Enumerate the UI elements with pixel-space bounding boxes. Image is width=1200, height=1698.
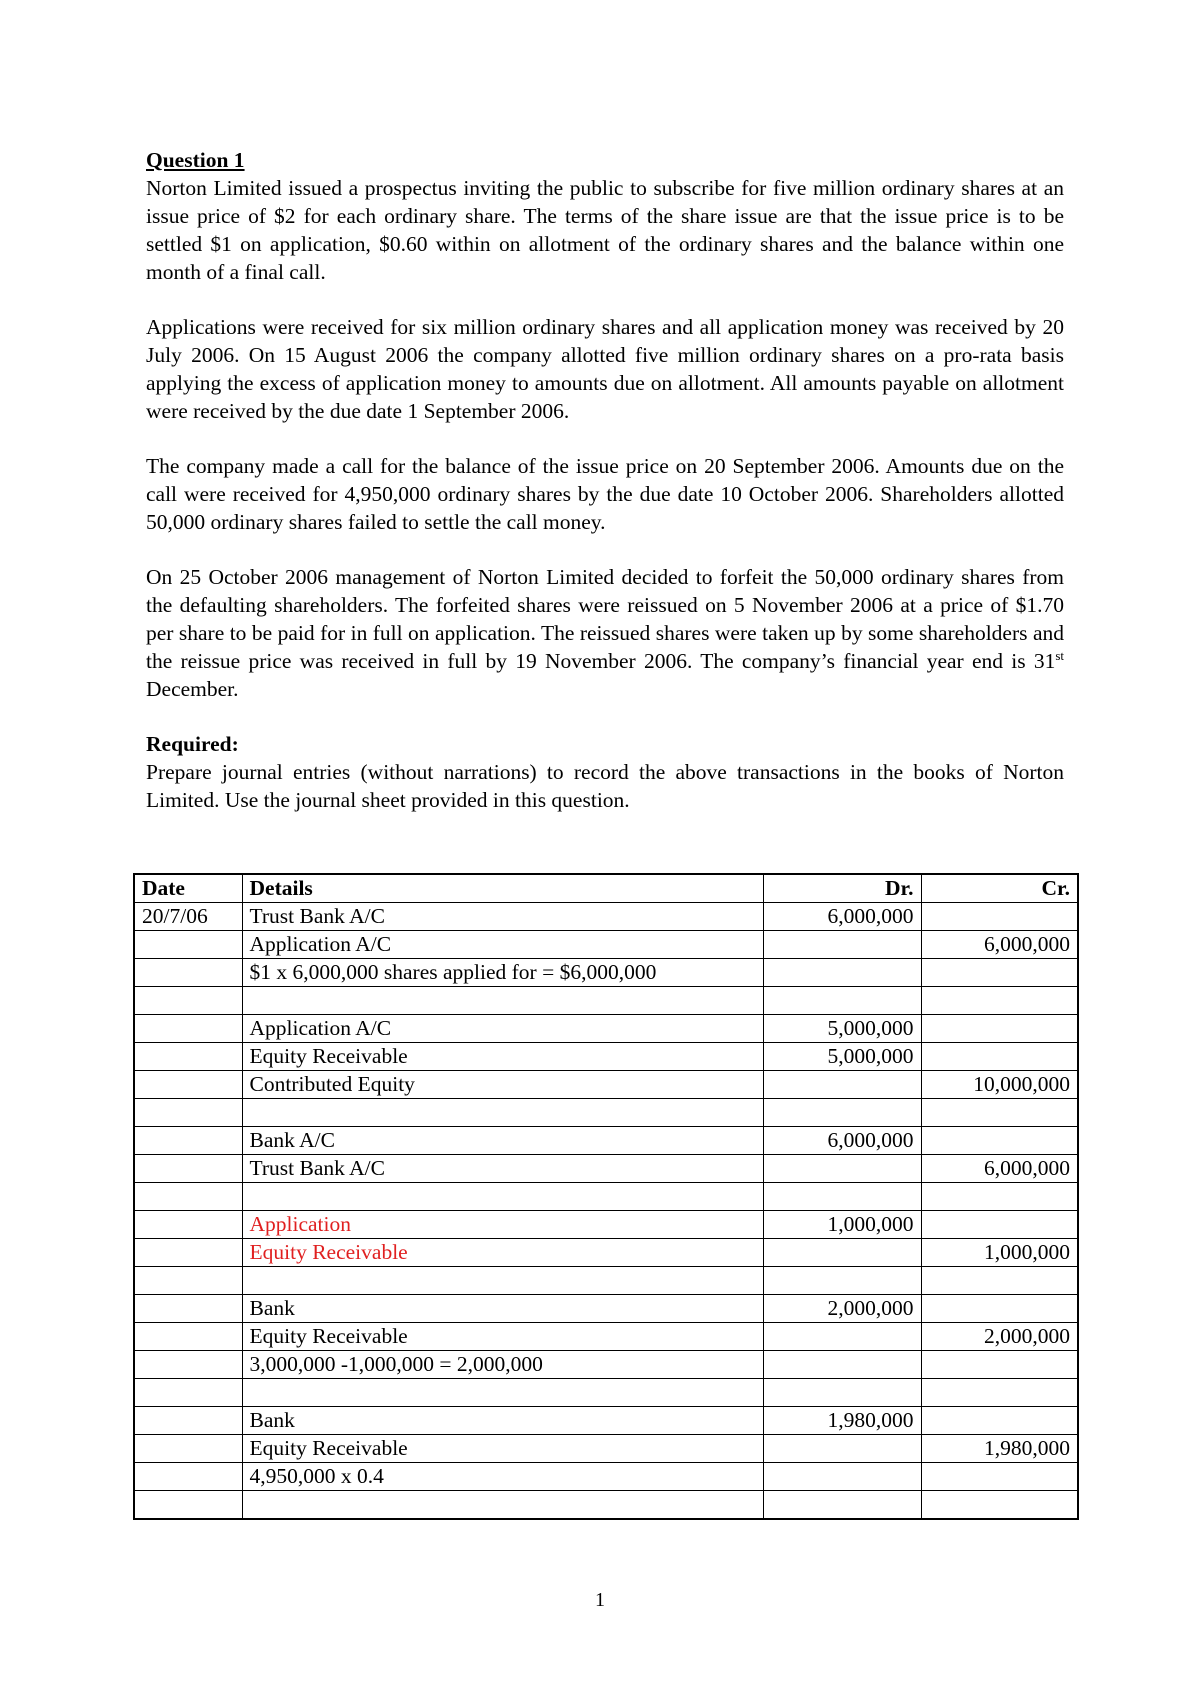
paragraph-4-tail: December. xyxy=(146,677,239,701)
cell-date xyxy=(134,959,242,987)
cell-dr: 5,000,000 xyxy=(763,1015,921,1043)
journal-table xyxy=(133,873,1079,1520)
superscript-st: st xyxy=(1055,647,1064,663)
journal-body xyxy=(134,903,1078,1520)
cell-date xyxy=(134,1071,242,1099)
header-cr: Cr. xyxy=(921,874,1078,903)
question-paragraph-4 xyxy=(146,563,1064,703)
cell-dr: 5,000,000 xyxy=(763,1043,921,1071)
required-title: Required: xyxy=(146,732,239,756)
cell-details: Equity Receivable xyxy=(242,1323,763,1351)
table-row xyxy=(134,1015,1078,1043)
cell-dr xyxy=(763,1491,921,1520)
cell-dr xyxy=(763,931,921,959)
cell-dr xyxy=(763,1435,921,1463)
cell-date xyxy=(134,987,242,1015)
cell-cr xyxy=(921,1407,1078,1435)
cell-cr xyxy=(921,1463,1078,1491)
cell-dr xyxy=(763,1463,921,1491)
table-row xyxy=(134,1323,1078,1351)
cell-cr xyxy=(921,1211,1078,1239)
cell-cr: 2,000,000 xyxy=(921,1323,1078,1351)
paragraph-4-text: On 25 October 2006 management of Norton Limited decided to forfeit the 50,000 ordinary shares from the defaulting shareholders. The forfeited shares were reissued on 5 November 2006 at a price of $1.70 per share to be paid for in full on application. The reissued shares were taken up by some shareholders and the reissue price was received in full by 19 November 2006. The company’s financial year end is 31 xyxy=(146,565,1064,673)
table-row xyxy=(134,1351,1078,1379)
cell-cr xyxy=(921,959,1078,987)
cell-cr: 6,000,000 xyxy=(921,1155,1078,1183)
cell-details: Bank xyxy=(242,1407,763,1435)
cell-dr: 1,980,000 xyxy=(763,1407,921,1435)
cell-details: Equity Receivable xyxy=(242,1435,763,1463)
cell-details xyxy=(242,987,763,1015)
cell-cr xyxy=(921,1015,1078,1043)
table-row xyxy=(134,1071,1078,1099)
cell-details: 3,000,000 -1,000,000 = 2,000,000 xyxy=(242,1351,763,1379)
cell-dr xyxy=(763,1351,921,1379)
cell-details: Bank A/C xyxy=(242,1127,763,1155)
table-row xyxy=(134,987,1078,1015)
cell-dr xyxy=(763,1183,921,1211)
table-row xyxy=(134,1239,1078,1267)
question-paragraph-1: Norton Limited issued a prospectus inviting the public to subscribe for five million ordinary shares at an issue price of $2 for each ordinary share. The terms of the share issue are that the issue price is to be settled $1 on application, $0.60 within on allotment of the ordinary shares and the balance within one month of a final call. xyxy=(146,176,1064,284)
table-row xyxy=(134,1379,1078,1407)
cell-dr xyxy=(763,1323,921,1351)
table-row xyxy=(134,1155,1078,1183)
cell-date xyxy=(134,1491,242,1520)
cell-date xyxy=(134,1043,242,1071)
cell-details: Application A/C xyxy=(242,931,763,959)
table-row xyxy=(134,1043,1078,1071)
cell-date xyxy=(134,1435,242,1463)
cell-date xyxy=(134,1295,242,1323)
table-row xyxy=(134,1099,1078,1127)
cell-dr: 2,000,000 xyxy=(763,1295,921,1323)
cell-dr xyxy=(763,1379,921,1407)
cell-cr xyxy=(921,903,1078,931)
cell-dr xyxy=(763,1071,921,1099)
cell-details: Contributed Equity xyxy=(242,1071,763,1099)
cell-dr: 1,000,000 xyxy=(763,1211,921,1239)
header-details: Details xyxy=(242,874,763,903)
cell-details xyxy=(242,1099,763,1127)
cell-cr xyxy=(921,1295,1078,1323)
page-number: 1 xyxy=(595,1589,605,1611)
table-row xyxy=(134,1127,1078,1155)
cell-dr xyxy=(763,1099,921,1127)
cell-date xyxy=(134,1155,242,1183)
header-dr: Dr. xyxy=(763,874,921,903)
cell-cr: 6,000,000 xyxy=(921,931,1078,959)
table-row xyxy=(134,1211,1078,1239)
cell-details: Application xyxy=(242,1211,763,1239)
cell-date xyxy=(134,1099,242,1127)
table-row xyxy=(134,903,1078,931)
table-row xyxy=(134,1407,1078,1435)
cell-details xyxy=(242,1491,763,1520)
cell-cr xyxy=(921,987,1078,1015)
cell-cr: 1,980,000 xyxy=(921,1435,1078,1463)
table-row xyxy=(134,1183,1078,1211)
journal-header-row xyxy=(134,874,1078,903)
cell-cr xyxy=(921,1491,1078,1520)
cell-details: 4,950,000 x 0.4 xyxy=(242,1463,763,1491)
cell-date xyxy=(134,1379,242,1407)
cell-date xyxy=(134,1351,242,1379)
cell-date xyxy=(134,931,242,959)
cell-cr xyxy=(921,1043,1078,1071)
cell-date xyxy=(134,1407,242,1435)
question-title: Question 1 xyxy=(146,148,245,172)
cell-details: Bank xyxy=(242,1295,763,1323)
cell-details: Application A/C xyxy=(242,1015,763,1043)
table-row xyxy=(134,959,1078,987)
cell-details xyxy=(242,1183,763,1211)
cell-dr xyxy=(763,1267,921,1295)
question-paragraph-2: Applications were received for six million ordinary shares and all application money was received by 20 July 2006. On 15 August 2006 the company allotted five million ordinary shares on a pro-rata basis applying the excess of application money to amounts due on allotment. All amounts payable on allotment were received by the due date 1 September 2006. xyxy=(146,315,1064,423)
cell-cr xyxy=(921,1379,1078,1407)
table-row xyxy=(134,1267,1078,1295)
question-paragraph-3: The company made a call for the balance of the issue price on 20 September 2006. Amounts due on the call were received for 4,950,000 ordinary shares by the due date 10 October 2006. Shareholders allotted 50,000 ordinary shares failed to settle the call money. xyxy=(146,454,1064,534)
table-row xyxy=(134,1491,1078,1520)
cell-date xyxy=(134,1267,242,1295)
cell-cr xyxy=(921,1127,1078,1155)
cell-dr xyxy=(763,987,921,1015)
cell-cr: 1,000,000 xyxy=(921,1239,1078,1267)
table-row xyxy=(134,1295,1078,1323)
cell-details: Trust Bank A/C xyxy=(242,1155,763,1183)
cell-date: 20/7/06 xyxy=(134,903,242,931)
cell-details: Trust Bank A/C xyxy=(242,903,763,931)
cell-dr xyxy=(763,1155,921,1183)
question-content xyxy=(146,146,1064,814)
cell-details: Equity Receivable xyxy=(242,1239,763,1267)
cell-details xyxy=(242,1379,763,1407)
cell-dr: 6,000,000 xyxy=(763,903,921,931)
cell-date xyxy=(134,1183,242,1211)
cell-date xyxy=(134,1239,242,1267)
cell-dr xyxy=(763,1239,921,1267)
table-row xyxy=(134,931,1078,959)
table-row xyxy=(134,1463,1078,1491)
cell-cr xyxy=(921,1099,1078,1127)
cell-cr xyxy=(921,1183,1078,1211)
cell-details: Equity Receivable xyxy=(242,1043,763,1071)
cell-date xyxy=(134,1323,242,1351)
cell-date xyxy=(134,1211,242,1239)
cell-details xyxy=(242,1267,763,1295)
cell-dr: 6,000,000 xyxy=(763,1127,921,1155)
cell-cr xyxy=(921,1267,1078,1295)
cell-date xyxy=(134,1463,242,1491)
required-text: Prepare journal entries (without narrations) to record the above transactions in the books of Norton Limited. Use the journal sheet provided in this question. xyxy=(146,760,1064,812)
cell-details: $1 x 6,000,000 shares applied for = $6,000,000 xyxy=(242,959,763,987)
cell-date xyxy=(134,1127,242,1155)
cell-date xyxy=(134,1015,242,1043)
table-row xyxy=(134,1435,1078,1463)
header-date: Date xyxy=(134,874,242,903)
cell-dr xyxy=(763,959,921,987)
cell-cr: 10,000,000 xyxy=(921,1071,1078,1099)
cell-cr xyxy=(921,1351,1078,1379)
